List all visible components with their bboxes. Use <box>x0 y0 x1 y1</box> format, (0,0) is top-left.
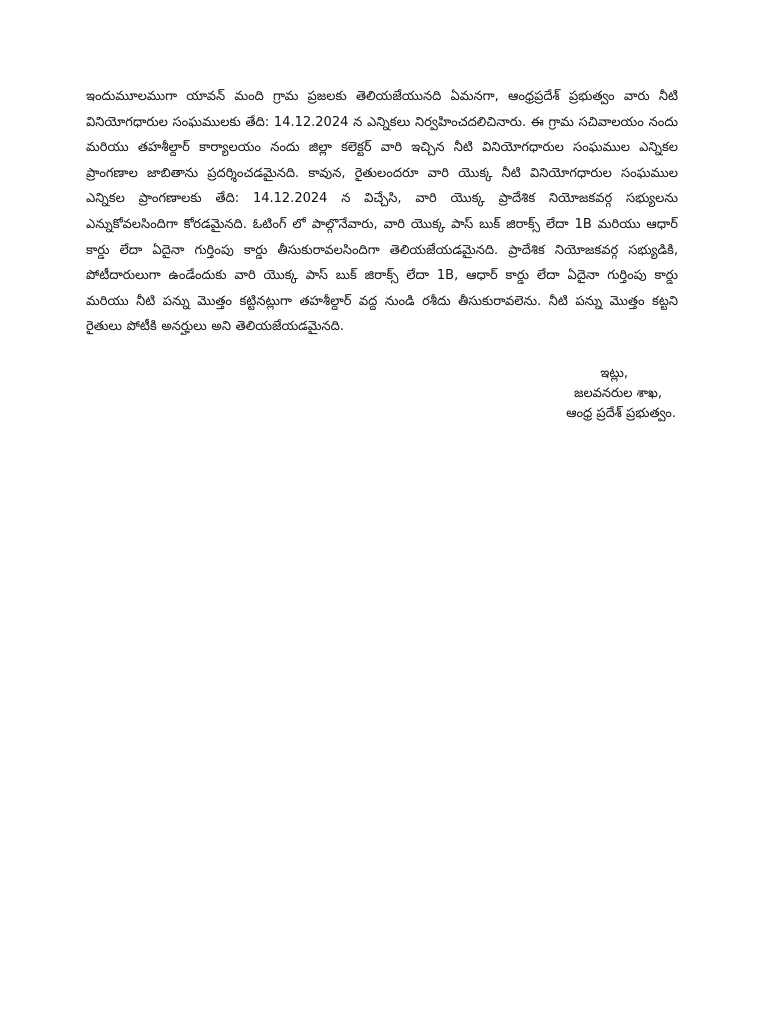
signature-block <box>476 364 676 424</box>
signature-government: ఆంధ్ర ప్రదేశ్ ప్రభుత్వం. <box>566 406 676 421</box>
notice-body-paragraph: ఇందుమూలముగా యావన్ మంది గ్రామ ప్రజలకు తెలియజేయునది ఏమనగా, ఆంధ్రప్రదేశ్ ప్రభుత్వం వారు నీటి వినియోగధారుల సంఘములకు తేది: 14.12.2024 న ఎన్నికలు నిర్వహించదలిచినారు. ఈ గ్రామ సచివాలయం నందు మరియు తహశీల్దార్ కార్యాలయం నందు జిల్లా కలెక్టర్ వారి ఇచ్చిన నీటి వినియోగధారుల సంఘముల ఎన్నికల ప్రాంగణాల జాబితాను ప్రదర్శించడమైనది. కావున, రైతులందరూ వారి యొక్క నీటి వినియోగధారుల సంఘముల ఎన్నికల ప్రాంగణాలకు తేది: 14.12.2024 న విచ్చేసి, వారి యొక్క ప్రాదేశిక నియోజకవర్గ సభ్యులను ఎన్నుకోవలసిందిగా కోరడమైనది. ఓటింగ్ లో పాల్గొనేవారు, వారి యొక్క పాస్ బుక్ జిరాక్స్ లేదా 1B మరియు ఆధార్ కార్డు లేదా ఏదైనా గుర్తింపు కార్డు తీసుకురావలసిందిగా తెలియజేయడమైనది. ప్రాదేశిక నియోజకవర్గ సభ్యుడికి, పోటీదారులుగా ఉండేందుకు వారి యొక్క పాస్ బుక్ జిరాక్స్ లేదా 1B, ఆధార్ కార్డు లేదా ఏదైనా గుర్తింపు కార్డు మరియు నీటి పన్ను మొత్తం కట్టినట్లుగా తహశీల్దార్ వద్ద నుండి రశీదు తీసుకురావలెను. నీటి పన్ను మొత్తం కట్టని రైతులు పోటీకి అనర్హులు అని తెలియజేయడమైనది. <box>86 89 678 335</box>
signature-department: జలవనరుల శాఖ, <box>573 386 662 401</box>
signature-salutation: ఇట్లు, <box>600 366 628 381</box>
